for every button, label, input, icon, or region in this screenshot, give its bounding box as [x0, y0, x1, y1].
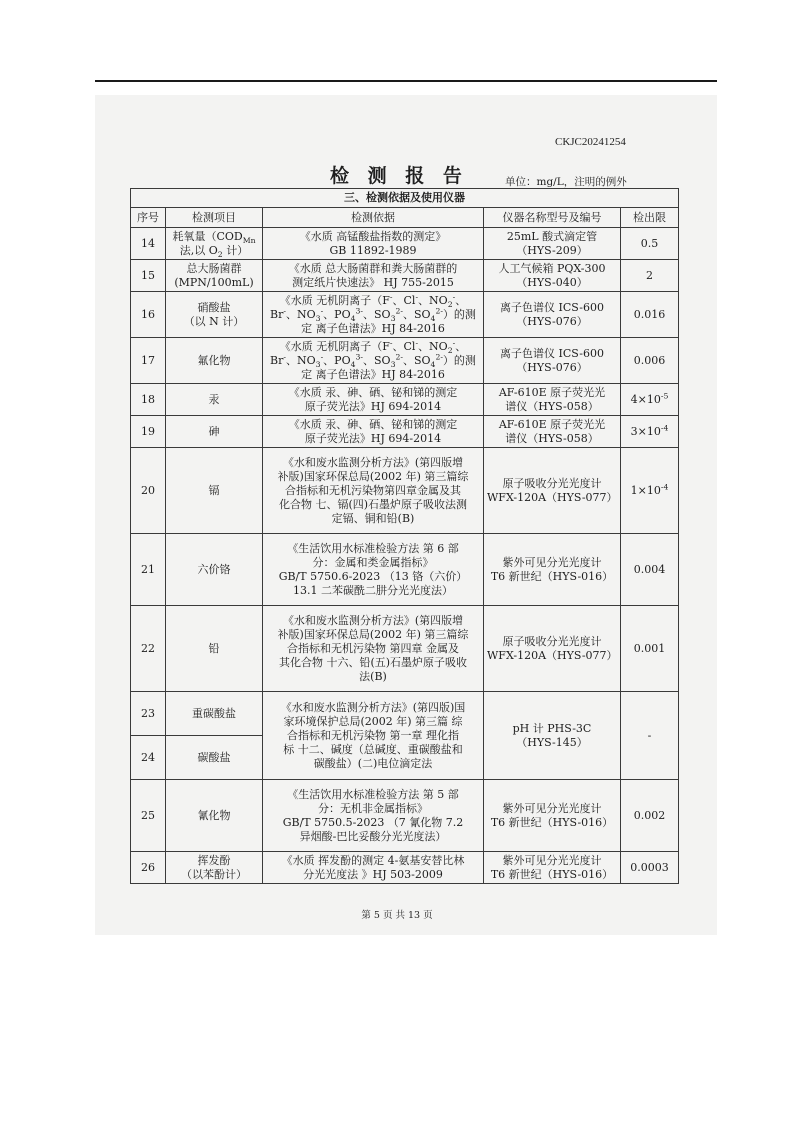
table-row	[131, 852, 679, 884]
detection-limit-cell: 0.016	[621, 292, 679, 338]
row-number-cell: 19	[131, 416, 166, 448]
detection-limit-cell: -	[621, 692, 679, 780]
table-row	[131, 448, 679, 534]
test-item-cell: 砷	[166, 416, 263, 448]
row-number-cell: 21	[131, 534, 166, 606]
instrument-cell: 紫外可见分光光度计 T6 新世纪（HYS-016）	[484, 780, 621, 852]
detection-limit-cell: 0.5	[621, 228, 679, 260]
test-basis-cell: 《水质 汞、砷、硒、铋和锑的测定 原子荧光法》HJ 694-2014	[263, 384, 484, 416]
detection-limit-cell: 0.001	[621, 606, 679, 692]
table-row	[131, 534, 679, 606]
column-header: 检出限	[621, 208, 679, 228]
row-number-cell: 23	[131, 692, 166, 736]
test-item-cell: 氟化物	[166, 338, 263, 384]
detection-limit-cell: 0.006	[621, 338, 679, 384]
row-number-cell: 14	[131, 228, 166, 260]
table-row	[131, 416, 679, 448]
unit-note: 单位：mg/L，注明的例外	[505, 176, 627, 188]
report-number: CKJC20241254	[555, 136, 626, 148]
test-basis-cell: 《生活饮用水标准检验方法 第 6 部 分：金属和类金属指标》 GB/T 5750.6-2023 （13 铬（六价） 13.1 二苯碳酰二肼分光光度法）	[263, 534, 484, 606]
detection-limit-cell: 0.0003	[621, 852, 679, 884]
instrument-cell: 离子色谱仪 ICS-600 （HYS-076）	[484, 338, 621, 384]
table-row	[131, 780, 679, 852]
test-basis-cell: 《水质 高锰酸盐指数的测定》 GB 11892-1989	[263, 228, 484, 260]
detection-limit-cell: $3\times 10^{-4}$	[621, 416, 679, 448]
test-basis-cell: 《水和废水监测分析方法》(第四版增 补版)国家环保总局(2002 年) 第三篇综 合指标和无机污染物 第四章 金属及 其化合物 十六、铅(五)石墨炉原子吸收 法(B)	[263, 606, 484, 692]
test-basis-cell: 《水质 无机阴离子（F-、Cl-、$NO_2^-$、 Br-、$NO_3^-$、$PO_4^{3-}$、$SO_3^{2-}$、$SO_4^{2-}$）的测 定 离子色谱法》HJ 84-2016	[263, 338, 484, 384]
instrument-cell: AF-610E 原子荧光光 谱仪（HYS-058）	[484, 384, 621, 416]
test-basis-cell: 《水和废水监测分析方法》(第四版增 补版)国家环保总局(2002 年) 第三篇综 合指标和无机污染物第四章金属及其 化合物 七、镉(四)石墨炉原子吸收法测 定镉、铜和铅(B)	[263, 448, 484, 534]
table-header-row	[131, 208, 679, 228]
instrument-cell: 紫外可见分光光度计 T6 新世纪（HYS-016）	[484, 534, 621, 606]
section-title: 三、检测依据及使用仪器	[131, 189, 679, 208]
test-basis-cell: 《水和废水监测分析方法》(第四版)国 家环境保护总局(2002 年) 第三篇 综 合指标和无机污染物 第一章 理化指 标 十二、碱度（总碱度、重碳酸盐和 碳酸盐）(二)电位滴定法	[263, 692, 484, 780]
header-rule	[95, 80, 717, 82]
test-basis-cell: 《水质 总大肠菌群和粪大肠菌群的 测定纸片快速法》 HJ 755-2015	[263, 260, 484, 292]
instrument-cell: 人工气候箱 PQX-300 （HYS-040）	[484, 260, 621, 292]
row-number-cell: 24	[131, 736, 166, 780]
instrument-cell: AF-610E 原子荧光光 谱仪（HYS-058）	[484, 416, 621, 448]
test-item-cell: 六价铬	[166, 534, 263, 606]
detection-limit-cell: 0.004	[621, 534, 679, 606]
table-row	[131, 606, 679, 692]
report-title: 检 测 报 告	[330, 165, 468, 187]
table-row	[131, 228, 679, 260]
table-row	[131, 260, 679, 292]
table-row	[131, 692, 679, 736]
row-number-cell: 22	[131, 606, 166, 692]
instrument-cell: pH 计 PHS-3C （HYS-145）	[484, 692, 621, 780]
instrument-cell: 25mL 酸式滴定管 （HYS-209）	[484, 228, 621, 260]
test-item-cell: 耗氧量（$COD_{Mn}$ 法,以 $O_2$ 计）	[166, 228, 263, 260]
table-row	[131, 338, 679, 384]
test-item-cell: 挥发酚 （以苯酚计）	[166, 852, 263, 884]
test-basis-cell: 《水质 汞、砷、硒、铋和锑的测定 原子荧光法》HJ 694-2014	[263, 416, 484, 448]
instrument-cell: 原子吸收分光光度计 WFX-120A（HYS-077）	[484, 606, 621, 692]
instrument-cell: 离子色谱仪 ICS-600 （HYS-076）	[484, 292, 621, 338]
detection-limit-cell: $4\times 10^{-5}$	[621, 384, 679, 416]
row-number-cell: 20	[131, 448, 166, 534]
test-basis-cell: 《生活饮用水标准检验方法 第 5 部 分：无机非金属指标》 GB/T 5750.5-2023 （7 氰化物 7.2 异烟酸-巴比妥酸分光光度法）	[263, 780, 484, 852]
test-basis-cell: 《水质 无机阴离子（F-、Cl-、$NO_2^-$、 Br-、$NO_3^-$、$PO_4^{3-}$、$SO_3^{2-}$、$SO_4^{2-}$）的测 定 离子色谱法》HJ 84-2016	[263, 292, 484, 338]
test-item-cell: 总大肠菌群 (MPN/100mL)	[166, 260, 263, 292]
row-number-cell: 18	[131, 384, 166, 416]
row-number-cell: 26	[131, 852, 166, 884]
column-header: 检测项目	[166, 208, 263, 228]
test-basis-cell: 《水质 挥发酚的测定 4-氨基安替比林 分光光度法 》HJ 503-2009	[263, 852, 484, 884]
test-item-cell: 镉	[166, 448, 263, 534]
column-header: 仪器名称型号及编号	[484, 208, 621, 228]
column-header: 检测依据	[263, 208, 484, 228]
row-number-cell: 15	[131, 260, 166, 292]
table-row	[131, 384, 679, 416]
test-item-cell: 氰化物	[166, 780, 263, 852]
test-basis-table	[130, 188, 679, 884]
instrument-cell: 原子吸收分光光度计 WFX-120A（HYS-077）	[484, 448, 621, 534]
test-item-cell: 硝酸盐 （以 N 计）	[166, 292, 263, 338]
instrument-cell: 紫外可见分光光度计 T6 新世纪（HYS-016）	[484, 852, 621, 884]
detection-limit-cell: $1\times 10^{-4}$	[621, 448, 679, 534]
test-item-cell: 碳酸盐	[166, 736, 263, 780]
page-footer: 第 5 页 共 13 页	[361, 910, 433, 921]
row-number-cell: 17	[131, 338, 166, 384]
row-number-cell: 16	[131, 292, 166, 338]
column-header: 序号	[131, 208, 166, 228]
test-item-cell: 铅	[166, 606, 263, 692]
detection-limit-cell: 0.002	[621, 780, 679, 852]
table-row	[131, 292, 679, 338]
detection-limit-cell: 2	[621, 260, 679, 292]
row-number-cell: 25	[131, 780, 166, 852]
test-item-cell: 重碳酸盐	[166, 692, 263, 736]
test-item-cell: 汞	[166, 384, 263, 416]
